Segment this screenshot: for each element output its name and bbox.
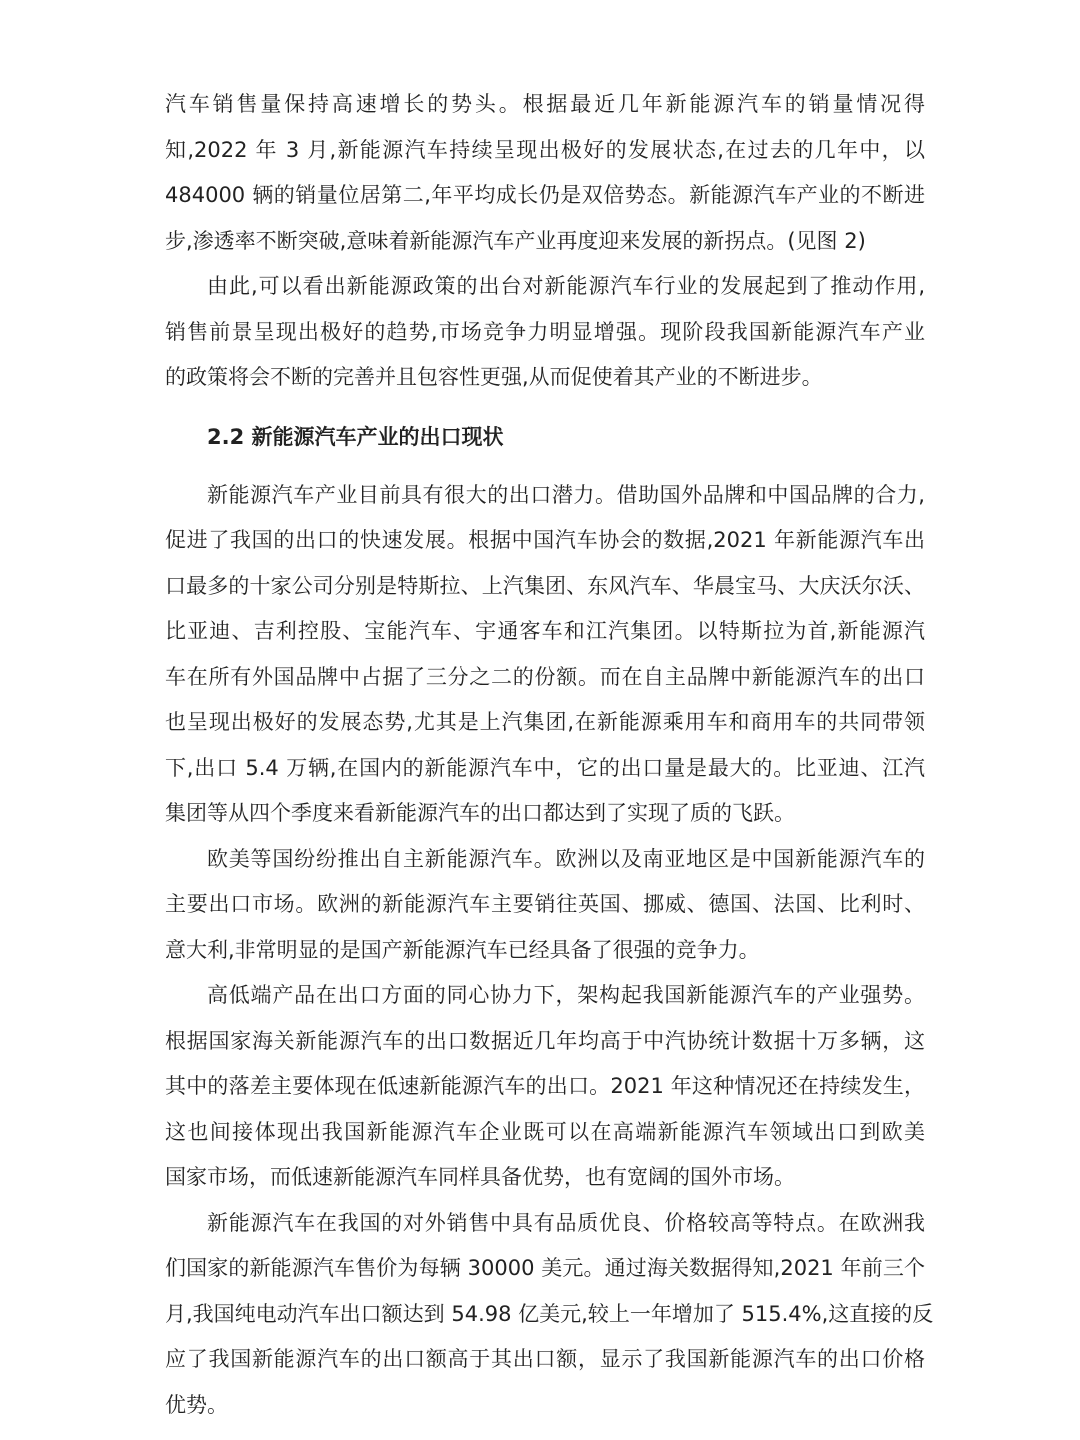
paragraph-policy-effect [165,264,925,401]
text-line: 知,2022 年 3 月,新能源汽车持续呈现出极好的发展状态,在过去的几年中，以 [165,137,925,162]
text-line: 们国家的新能源汽车售价为每辆 30000 美元。通过海关数据得知,2021 年前三个 [165,1256,925,1280]
text-line: 汽车销售量保持高速增长的势头。根据最近几年新能源汽车的销量情况得 [165,92,925,116]
text-line: 主要出口市场。欧洲的新能源汽车主要销往英国、挪威、德国、法国、比利时、 [165,892,925,916]
paragraph-export-markets [165,837,925,974]
text-line: 的政策将会不断的完善并且包容性更强,从而促使着其产业的不断进步。 [165,365,823,389]
document-page [165,82,934,1428]
text-line: 新能源汽车产业目前具有很大的出口潜力。借助国外品牌和中国品牌的合力, [207,482,925,507]
text-line: 月,我国纯电动汽车出口额达到 54.98 亿美元,较上一年增加了 515.4%,这直接的反 [165,1301,934,1326]
text-line: 销售前景呈现出极好的趋势,市场竞争力明显增强。现阶段我国新能源汽车产业 [165,319,925,344]
text-line: 高低端产品在出口方面的同心协力下，架构起我国新能源汽车的产业强势。 [207,983,925,1007]
text-line: 这也间接体现出我国新能源汽车企业既可以在高端新能源汽车领域出口到欧美 [165,1119,925,1144]
text-line: 其中的落差主要体现在低速新能源汽车的出口。2021 年这种情况还在持续发生， [165,1074,925,1098]
text-line: 比亚迪、吉利控股、宝能汽车、宇通客车和江汽集团。以特斯拉为首,新能源汽 [165,619,925,643]
paragraph-high-low-end [165,973,925,1201]
paragraph-export-potential [165,473,925,837]
text-line: 步,渗透率不断突破,意味着新能源汽车产业再度迎来发展的新拐点。(见图 2) [165,228,866,253]
text-line: 新能源汽车在我国的对外销售中具有品质优良、价格较高等特点。在欧洲我 [207,1210,925,1235]
text-line: 优势。 [165,1392,228,1417]
text-line: 集团等从四个季度来看新能源汽车的出口都达到了实现了质的飞跃。 [165,801,795,825]
text-line: 欧美等国纷纷推出自主新能源汽车。欧洲以及南亚地区是中国新能源汽车的 [207,846,925,871]
text-line: 下,出口 5.4 万辆,在国内的新能源汽车中，它的出口量是最大的。比亚迪、江汽 [165,755,925,780]
text-line: 口最多的十家公司分别是特斯拉、上汽集团、东风汽车、华晨宝马、大庆沃尔沃、 [165,573,925,598]
text-line: 也呈现出极好的发展态势,尤其是上汽集团,在新能源乘用车和商用车的共同带领 [165,710,925,734]
text-line: 促进了我国的出口的快速发展。根据中国汽车协会的数据,2021 年新能源汽车出 [165,528,925,552]
text-line: 根据国家海关新能源汽车的出口数据近几年均高于中汽协统计数据十万多辆，这 [165,1028,925,1053]
text-line: 484000 辆的销量位居第二,年平均成长仍是双倍势态。新能源汽车产业的不断进 [165,183,925,207]
text-line: 车在所有外国品牌中占据了三分之二的份额。而在自主品牌中新能源汽车的出口 [165,664,925,689]
text-line: 应了我国新能源汽车的出口额高于其出口额，显示了我国新能源汽车的出口价格 [165,1347,925,1371]
text-line: 国家市场，而低速新能源汽车同样具备优势，也有宽阔的国外市场。 [165,1165,795,1189]
paragraph-sales-trend [165,82,925,264]
text-line: 由此,可以看出新能源政策的出台对新能源汽车行业的发展起到了推动作用, [207,274,925,298]
paragraph-price-advantage [165,1201,934,1429]
text-line: 意大利,非常明显的是国产新能源汽车已经具备了很强的竞争力。 [165,937,760,962]
section-heading: 2.2 新能源汽车产业的出口现状 [207,424,504,449]
